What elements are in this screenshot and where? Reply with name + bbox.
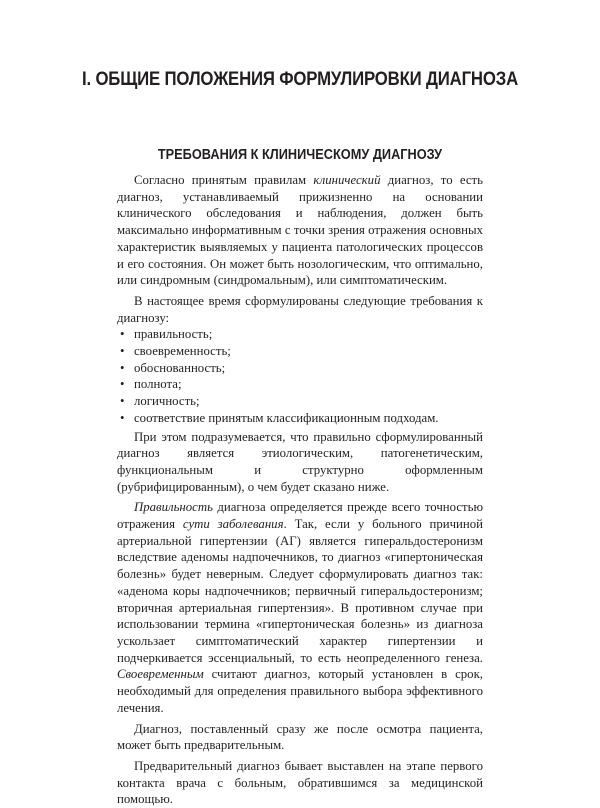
term-essence-of-disease: сути заболевания bbox=[182, 517, 284, 532]
list-item: • логичность; bbox=[120, 394, 200, 409]
paragraph-preliminary-diagnosis: Предварительный диагноз бывает выставлен на этапе первого контакта врача с больным, обратившимся за медицинской помощью. bbox=[117, 758, 483, 807]
term-clinical: клинический bbox=[313, 173, 381, 187]
bullet-icon: • bbox=[120, 410, 125, 425]
term-timely: Своевременным bbox=[117, 667, 204, 682]
list-item: • правильность; bbox=[120, 327, 213, 342]
bullet-icon: • bbox=[120, 377, 125, 392]
paragraph-diagnosis-definition: Согласно принятым правилам клинический диагноз, то есть диагноз, устанавливаемый прижизненно на основании клинического обследования и наблюдения, должен быть максимально информативным с точки зрения отражения основных характеристик выявляемых у пациента патологических процессов и его состояния. Он может быть нозологическим, что оптимально, или синдромным (синдромальным), или симптоматическим. bbox=[117, 173, 483, 288]
bullet-icon: • bbox=[120, 394, 125, 409]
bullet-icon: • bbox=[120, 344, 125, 359]
section-title: ТРЕБОВАНИЯ К КЛИНИЧЕСКОМУ ДИАГНОЗУ bbox=[157, 147, 443, 163]
chapter-title: I. ОБЩИЕ ПОЛОЖЕНИЯ ФОРМУЛИРОВКИ ДИАГНОЗА bbox=[81, 68, 519, 90]
bullet-icon: • bbox=[120, 360, 125, 375]
body-text bbox=[117, 172, 483, 808]
bullet-icon: • bbox=[120, 327, 125, 342]
paragraph-correctness: Правильность диагноза определяется прежде всего точностью отражения сути заболевания. Так, если у больного причиной артериальной гипертензии (АГ) является гиперальдостеронизм вследствие аденомы надпочечников, то диагноз «гипертоническая болезнь» будет неверным. Следует сформулировать диагноз так: «аденома коры надпочечников; первичный гиперальдостеронизм; вторичная артериальная гипертензия». В противном случае при использовании термина «гипертоническая болезнь» из диагноза ускользает симптоматический характер гипертензии и подчеркивается эссенциальный, то есть неопределенного генеза. Своевременным считают диагноз, который установлен в срок, необходимый для определения правильного выбора эффективного лечения. bbox=[117, 500, 483, 715]
paragraph-preliminary: Диагноз, поставленный сразу же после осмотра пациента, может быть предварительным. bbox=[117, 721, 483, 753]
list-item: • своевременность; bbox=[120, 344, 231, 359]
paragraph-requirements-intro: В настоящее время сформулированы следующие требования к диагнозу: bbox=[117, 293, 483, 325]
paragraph-correct-diagnosis: При этом подразумевается, что правильно сформулированный диагноз является этиологическим, патогенетическим, функциональным и структурно оформленным (рубрифицированным), о чем будет сказано ниже. bbox=[117, 429, 483, 494]
term-correctness: Правильность bbox=[134, 500, 213, 515]
requirements-list bbox=[117, 326, 483, 426]
list-item: • обоснованность; bbox=[120, 360, 226, 375]
list-item: • полнота; bbox=[120, 377, 182, 392]
list-item: • соответствие принятым классификационным подходам. bbox=[120, 410, 439, 425]
